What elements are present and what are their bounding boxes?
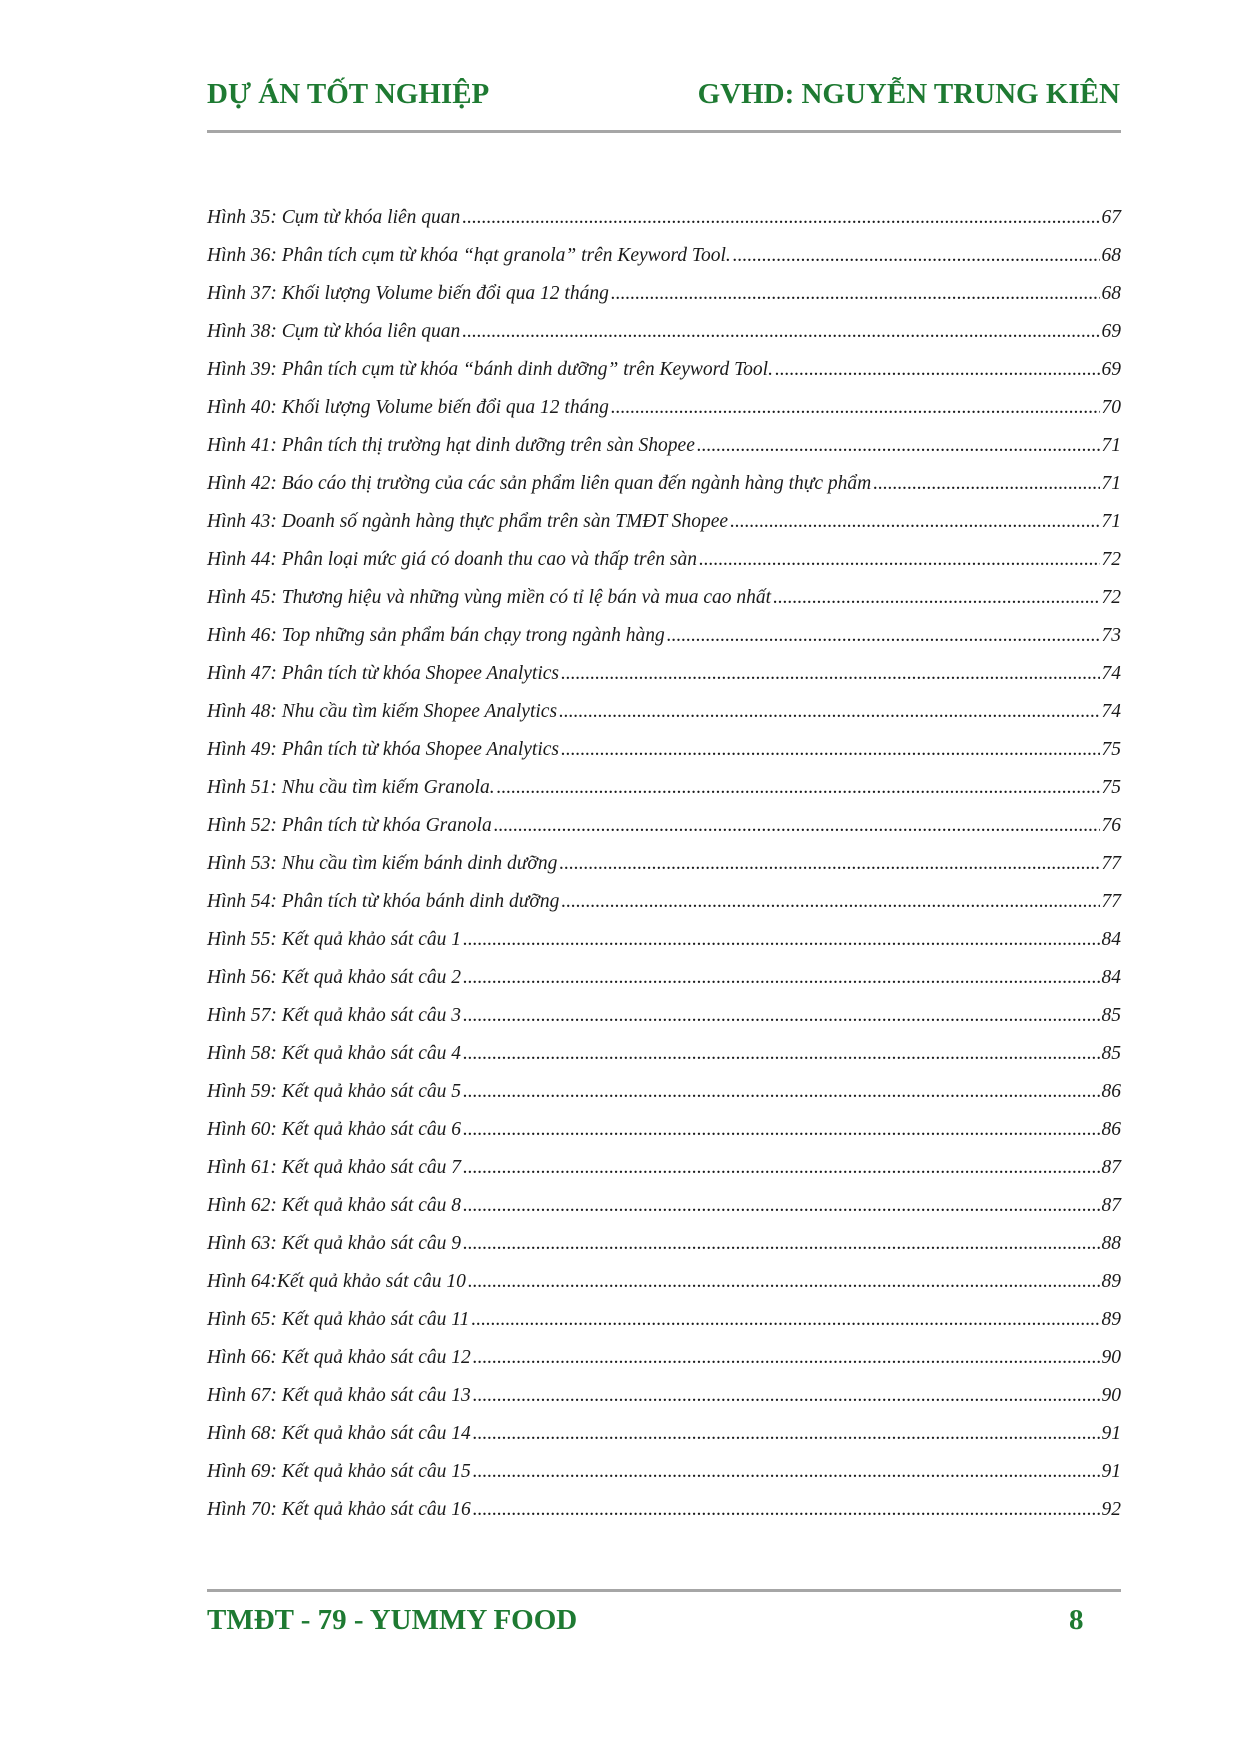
toc-dot-leader [561, 888, 1099, 916]
toc-dot-leader [494, 812, 1100, 840]
toc-entry-label: Hình 43: Doanh số ngành hàng thực phẩm trên sàn TMĐT Shopee [207, 511, 729, 532]
toc-entry-label: Hình 40: Khối lượng Volume biến đổi qua 12 tháng [207, 397, 609, 418]
toc-entry-page: 91 [1101, 1461, 1121, 1482]
toc-entry[interactable] [207, 584, 1121, 622]
toc-entry-page: 86 [1101, 1119, 1121, 1140]
toc-entry-label: Hình 68: Kết quả khảo sát câu 14 [207, 1423, 471, 1444]
toc-entry-label: Hình 47: Phân tích từ khóa Shopee Analytics [207, 663, 559, 684]
toc-dot-leader [473, 1458, 1100, 1486]
toc-entry[interactable] [207, 1192, 1121, 1230]
toc-dot-leader [497, 774, 1100, 802]
toc-dot-leader [473, 1344, 1100, 1372]
toc-entry[interactable] [207, 280, 1121, 318]
toc-entry[interactable] [207, 356, 1121, 394]
toc-dot-leader [699, 546, 1100, 574]
toc-entry-label: Hình 35: Cụm từ khóa liên quan [207, 207, 461, 228]
toc-entry-label: Hình 39: Phân tích cụm từ khóa “bánh dinh dưỡng” trên Keyword Tool. [207, 359, 773, 380]
toc-entry-page: 77 [1101, 853, 1121, 874]
toc-entry[interactable] [207, 1344, 1121, 1382]
toc-entry[interactable] [207, 1382, 1121, 1420]
toc-entry-page: 88 [1101, 1233, 1121, 1254]
toc-dot-leader [473, 1382, 1100, 1410]
toc-dot-leader [471, 1306, 1099, 1334]
toc-entry-page: 72 [1101, 549, 1121, 570]
toc-entry-page: 68 [1101, 245, 1121, 266]
toc-entry-page: 70 [1101, 397, 1121, 418]
toc-entry-label: Hình 70: Kết quả khảo sát câu 16 [207, 1499, 471, 1520]
toc-entry-label: Hình 41: Phân tích thị trường hạt dinh dưỡng trên sàn Shopee [207, 435, 695, 456]
toc-entry-page: 71 [1101, 473, 1121, 494]
toc-entry-page: 77 [1101, 891, 1121, 912]
toc-entry[interactable] [207, 318, 1121, 356]
toc-entry[interactable] [207, 1078, 1121, 1116]
toc-dot-leader [463, 1078, 1099, 1106]
header-divider [207, 130, 1121, 133]
page-header [207, 70, 1120, 120]
toc-dot-leader [468, 1268, 1100, 1296]
toc-entry-page: 85 [1101, 1043, 1121, 1064]
toc-entry[interactable] [207, 1420, 1121, 1458]
toc-dot-leader [473, 1420, 1100, 1448]
toc-entry-page: 85 [1101, 1005, 1121, 1026]
toc-entry[interactable] [207, 1458, 1121, 1496]
toc-entry-page: 71 [1101, 435, 1121, 456]
toc-dot-leader [873, 470, 1099, 498]
toc-entry-label: Hình 55: Kết quả khảo sát câu 1 [207, 929, 462, 950]
toc-entry-label: Hình 53: Nhu cầu tìm kiếm bánh dinh dưỡng [207, 853, 558, 874]
toc-entry[interactable] [207, 1230, 1121, 1268]
toc-entry-page: 75 [1101, 777, 1121, 798]
toc-entry-page: 89 [1101, 1271, 1121, 1292]
toc-dot-leader [463, 1154, 1099, 1182]
toc-entry-page: 90 [1101, 1385, 1121, 1406]
footer-divider [207, 1589, 1121, 1592]
toc-entry-label: Hình 57: Kết quả khảo sát câu 3 [207, 1005, 462, 1026]
toc-entry-page: 68 [1101, 283, 1121, 304]
toc-entry[interactable] [207, 1154, 1121, 1192]
toc-entry-page: 76 [1101, 815, 1121, 836]
toc-entry[interactable] [207, 546, 1121, 584]
toc-entry[interactable] [207, 1268, 1121, 1306]
toc-dot-leader [462, 318, 1099, 346]
toc-entry-page: 92 [1101, 1499, 1121, 1520]
toc-entry[interactable] [207, 660, 1121, 698]
toc-entry[interactable] [207, 964, 1121, 1002]
toc-entry-label: Hình 63: Kết quả khảo sát câu 9 [207, 1233, 462, 1254]
toc-entry[interactable] [207, 1496, 1121, 1534]
toc-entry-page: 84 [1101, 929, 1121, 950]
toc-dot-leader [697, 432, 1100, 460]
toc-entry-page: 69 [1101, 321, 1121, 342]
toc-dot-leader [611, 394, 1100, 422]
toc-entry-label: Hình 59: Kết quả khảo sát câu 5 [207, 1081, 462, 1102]
toc-dot-leader [463, 1002, 1099, 1030]
toc-dot-leader [462, 204, 1099, 232]
toc-entry-label: Hình 42: Báo cáo thị trường của các sản phẩm liên quan đến ngành hàng thực phẩm [207, 473, 872, 494]
toc-dot-leader [463, 926, 1099, 954]
toc-entry[interactable] [207, 926, 1121, 964]
toc-entry[interactable] [207, 774, 1121, 812]
toc-entry-page: 75 [1101, 739, 1121, 760]
toc-entry-label: Hình 60: Kết quả khảo sát câu 6 [207, 1119, 462, 1140]
toc-entry-label: Hình 48: Nhu cầu tìm kiếm Shopee Analytics [207, 701, 558, 722]
toc-dot-leader [473, 1496, 1100, 1524]
toc-entry-label: Hình 49: Phân tích từ khóa Shopee Analytics [207, 739, 559, 760]
toc-entry[interactable] [207, 508, 1121, 546]
toc-entry-label: Hình 46: Top những sản phẩm bán chạy trong ngành hàng [207, 625, 665, 646]
figure-list [207, 204, 1121, 1534]
toc-entry[interactable] [207, 698, 1121, 736]
toc-entry-page: 90 [1101, 1347, 1121, 1368]
toc-entry-page: 74 [1101, 701, 1121, 722]
toc-entry-label: Hình 51: Nhu cầu tìm kiếm Granola. [207, 777, 495, 798]
toc-entry-page: 87 [1101, 1157, 1121, 1178]
toc-entry-page: 73 [1101, 625, 1121, 646]
toc-entry-label: Hình 69: Kết quả khảo sát câu 15 [207, 1461, 471, 1482]
toc-entry-label: Hình 64:Kết quả khảo sát câu 10 [207, 1271, 466, 1292]
toc-dot-leader [730, 508, 1099, 536]
toc-entry-label: Hình 36: Phân tích cụm từ khóa “hạt granola” trên Keyword Tool. [207, 245, 731, 266]
toc-entry-label: Hình 45: Thương hiệu và những vùng miền có tỉ lệ bán và mua cao nhất [207, 587, 772, 608]
toc-entry-label: Hình 58: Kết quả khảo sát câu 4 [207, 1043, 462, 1064]
toc-entry[interactable] [207, 470, 1121, 508]
toc-dot-leader [559, 698, 1099, 726]
toc-entry[interactable] [207, 850, 1121, 888]
page-number: 8 [1069, 1604, 1084, 1636]
toc-dot-leader [561, 660, 1100, 688]
toc-dot-leader [611, 280, 1100, 308]
toc-entry-label: Hình 44: Phân loại mức giá có doanh thu cao và thấp trên sàn [207, 549, 697, 570]
toc-entry-page: 67 [1101, 207, 1121, 228]
toc-entry[interactable] [207, 622, 1121, 660]
footer-title: TMĐT - 79 - YUMMY FOOD [207, 1604, 578, 1636]
toc-entry-page: 86 [1101, 1081, 1121, 1102]
toc-entry[interactable] [207, 1040, 1121, 1078]
toc-entry-label: Hình 54: Phân tích từ khóa bánh dinh dưỡng [207, 891, 560, 912]
toc-entry-label: Hình 61: Kết quả khảo sát câu 7 [207, 1157, 462, 1178]
toc-dot-leader [559, 850, 1099, 878]
toc-dot-leader [463, 1192, 1099, 1220]
toc-dot-leader [463, 1116, 1099, 1144]
toc-entry-page: 89 [1101, 1309, 1121, 1330]
toc-entry[interactable] [207, 204, 1121, 242]
toc-entry[interactable] [207, 888, 1121, 926]
toc-dot-leader [773, 584, 1099, 612]
toc-dot-leader [463, 964, 1099, 992]
toc-dot-leader [733, 242, 1100, 270]
toc-entry[interactable] [207, 1002, 1121, 1040]
toc-entry-page: 87 [1101, 1195, 1121, 1216]
toc-entry-label: Hình 52: Phân tích từ khóa Granola [207, 815, 492, 836]
toc-entry-page: 69 [1101, 359, 1121, 380]
project-title: DỰ ÁN TỐT NGHIỆP [207, 78, 490, 110]
toc-entry-page: 71 [1101, 511, 1121, 532]
toc-entry-page: 72 [1101, 587, 1121, 608]
toc-entry[interactable] [207, 242, 1121, 280]
toc-dot-leader [561, 736, 1100, 764]
toc-dot-leader [667, 622, 1100, 650]
toc-entry-label: Hình 66: Kết quả khảo sát câu 12 [207, 1347, 471, 1368]
toc-entry-page: 74 [1101, 663, 1121, 684]
toc-dot-leader [463, 1040, 1099, 1068]
toc-entry-page: 91 [1101, 1423, 1121, 1444]
toc-entry-label: Hình 37: Khối lượng Volume biến đổi qua 12 tháng [207, 283, 609, 304]
toc-entry[interactable] [207, 1116, 1121, 1154]
toc-dot-leader [775, 356, 1100, 384]
toc-entry-label: Hình 67: Kết quả khảo sát câu 13 [207, 1385, 471, 1406]
toc-entry[interactable] [207, 1306, 1121, 1344]
toc-entry[interactable] [207, 812, 1121, 850]
toc-entry-page: 84 [1101, 967, 1121, 988]
supervisor-name: GVHD: NGUYỄN TRUNG KIÊN [697, 78, 1120, 110]
toc-entry[interactable] [207, 432, 1121, 470]
toc-dot-leader [463, 1230, 1099, 1258]
toc-entry[interactable] [207, 736, 1121, 774]
toc-entry-label: Hình 56: Kết quả khảo sát câu 2 [207, 967, 462, 988]
toc-entry-label: Hình 38: Cụm từ khóa liên quan [207, 321, 461, 342]
toc-entry[interactable] [207, 394, 1121, 432]
toc-entry-label: Hình 65: Kết quả khảo sát câu 11 [207, 1309, 470, 1330]
toc-entry-label: Hình 62: Kết quả khảo sát câu 8 [207, 1195, 462, 1216]
